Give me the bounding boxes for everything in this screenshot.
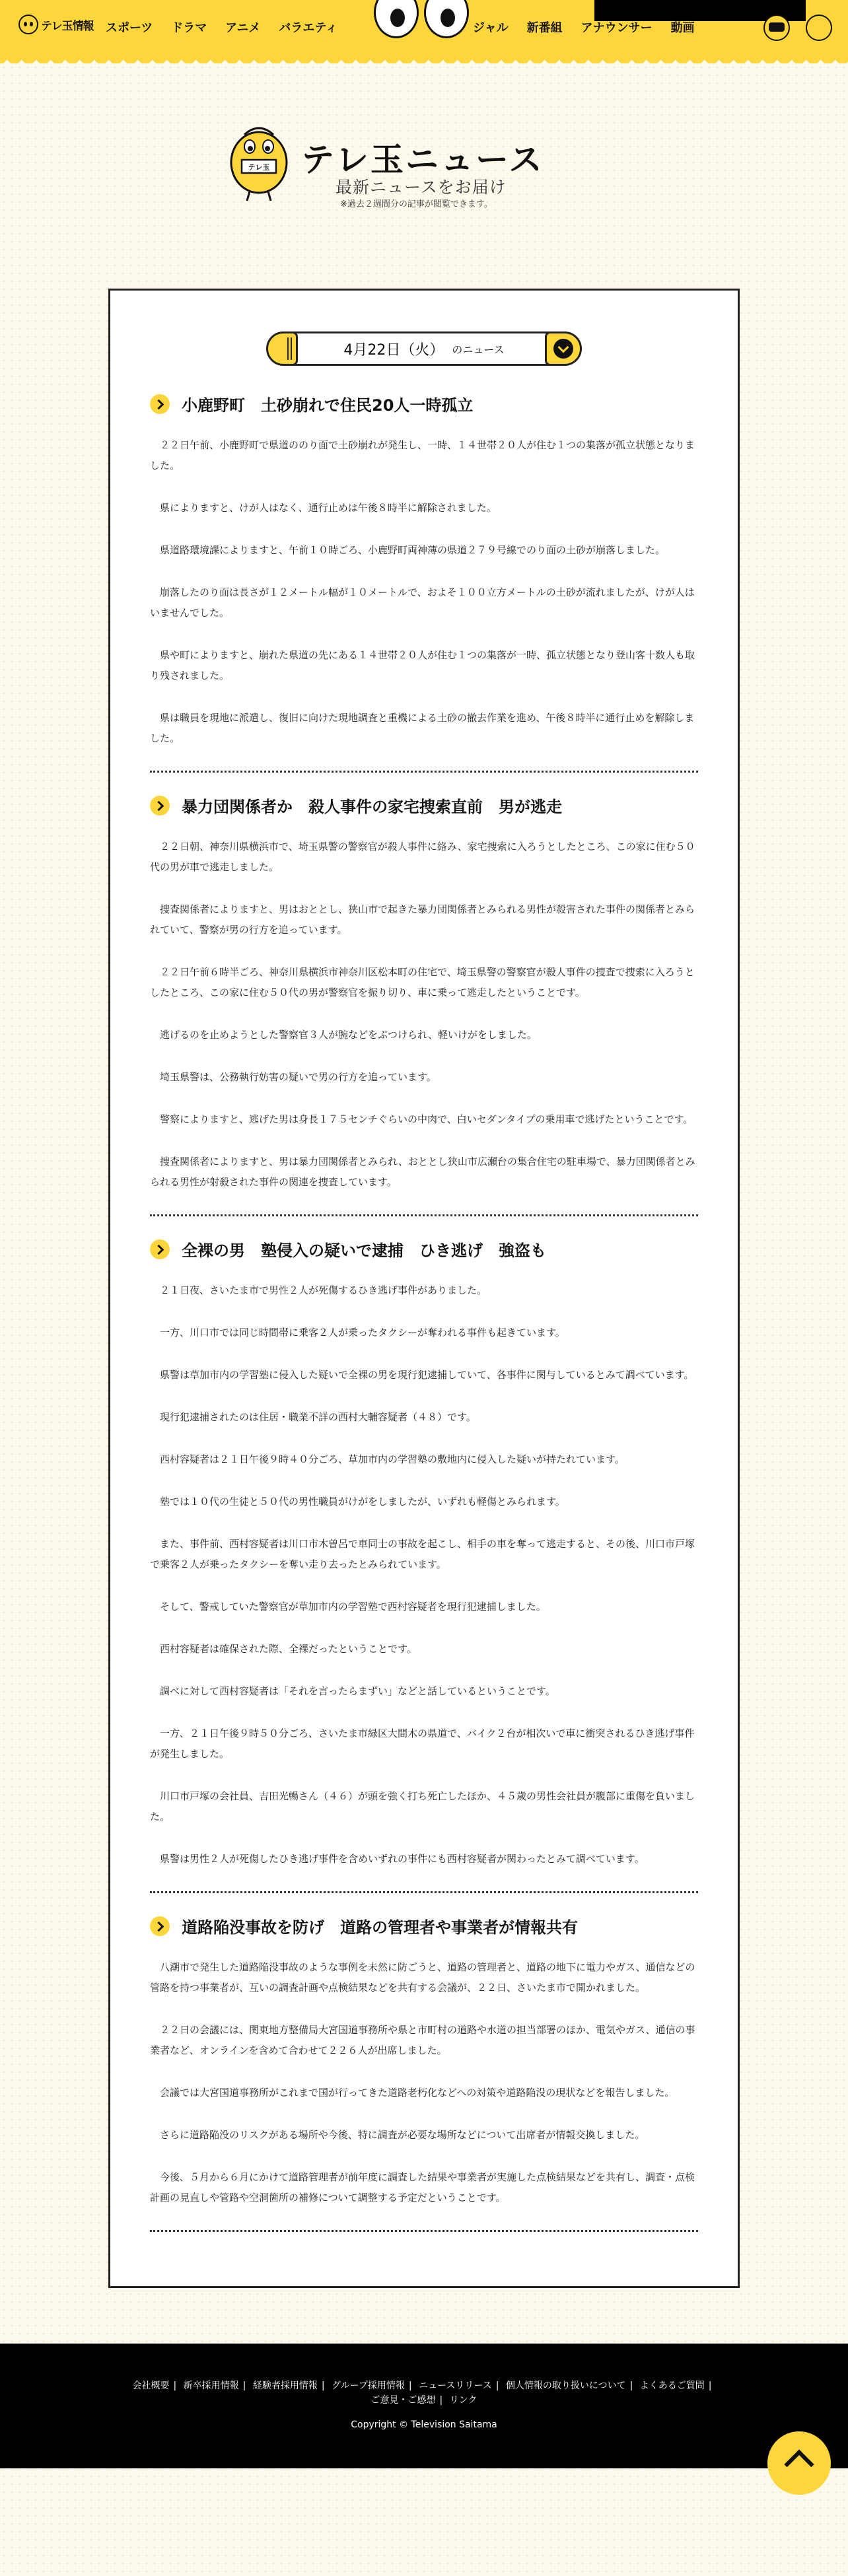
article-paragraph: また、事件前、西村容疑者は川口市木曽呂で車同士の事故を起こし、相手の車を奪って逃走すると、その後、川口市戸塚で乗客２人が乗ったタクシーを奪い走り去ったとみられています。 [150,1538,695,1570]
nav-item-sports[interactable]: スポーツ [106,21,153,35]
nav-item-variety[interactable]: バラエティ [279,21,337,35]
site-logo[interactable] [18,15,94,34]
arrow-bullet-icon [150,1239,170,1259]
footer-link-news-release[interactable]: ニュースリリース [419,2381,492,2391]
nav-item-drama[interactable]: ドラマ [171,21,207,35]
article-paragraph: ２２日朝、神奈川県横浜市で、埼玉県警の警察官が殺人事件に絡み、家宅捜索に入ろうとしたところ、この家に住む５０代の男が車で逃走しました。 [150,841,695,873]
news-container [108,289,740,2288]
article-paragraph: ２２日午前、小鹿野町で県道ののり面で土砂崩れが発生し、一時、１４世帯２０人が住む１つの集落が孤立状態となりました。 [150,439,695,471]
nav-item-anime[interactable]: アニメ [225,21,261,35]
selected-date: 4月22日（火） [343,341,444,359]
chevron-down-icon [553,339,573,359]
article-paragraph: 会議では大宮国道事務所がこれまで国が行ってきた道路老朽化などへの対策や道路陥没の現状などを報告しました。 [150,2087,675,2099]
main-nav-left [96,18,347,36]
footer-links: 会社概要 | 新卒採用情報 | 経験者採用情報 | グループ採用情報 | ニュースリリース | 個人情報の取り扱いについて | よくあるご質問 | ご意見・ご感想 | リンク [132,2381,712,2406]
footer-link-links[interactable]: リンク [449,2395,477,2406]
article-paragraph: 逃げるのを止めようとした警察官３人が腕などをぶつけられ、軽いけがをしました。 [150,1029,537,1041]
article-paragraph: 現行犯逮捕されたのは住居・職業不詳の西村大輔容疑者（４８）です。 [150,1411,476,1423]
date-suffix: のニュース [452,343,505,356]
article-paragraph: さらに道路陥没のリスクがある場所や今後、特に調査が必要な場所などについて出席者が情報交換しました。 [150,2129,645,2141]
pencil-icon [266,331,298,366]
article-paragraph: 県は職員を現地に派遣し、復旧に向けた現地調査と重機による土砂の撤去作業を進め、午後８時半に通行止めを解除しました。 [150,712,695,744]
site-logo-text: テレ玉情報 [41,19,94,33]
nav-item-new-programs[interactable]: 新番組 [526,21,563,35]
footer-link-company[interactable]: 会社概要 [132,2381,170,2391]
article-paragraph: 一方、２１日午後９時５０分ごろ、さいたま市緑区大間木の県道で、バイク２台が相次いで車に衝突されるひき逃げ事件が発生しました。 [150,1727,695,1760]
footer-link-new-grad-recruit[interactable]: 新卒採用情報 [183,2381,239,2391]
footer-link-faq[interactable]: よくあるご質問 [639,2381,705,2391]
article-paragraph: 県警は男性２人が死傷したひき逃げ事件を含めいずれの事件にも西村容疑者が関わったとみて調べています。 [150,1853,645,1865]
article-title: 小鹿野町 土砂崩れで住民20人一時孤立 [182,396,474,415]
nav-item-genre[interactable]: ジャル [473,21,509,35]
article-paragraph: 八潮市で発生した道路陥没事故のような事例を未然に防ごうと、道路の管理者と、道路の地下に電力やガス、通信などの管路を持つ事業者が、互いの調査計画や点検結果などを共有する会議が、２２日、さいたま市で開かれました。 [150,1961,695,1994]
cup-icon[interactable] [806,15,832,41]
article-title: 全裸の男 塾侵入の疑いで逮捕 ひき逃げ 強盗も [182,1241,546,1260]
arrow-bullet-icon [150,1916,170,1936]
article-divider [150,1214,698,1216]
eye-left-icon [374,0,419,38]
eye-right-icon [424,0,469,38]
footer-link-feedback[interactable]: ご意見・ご感想 [371,2395,436,2406]
article-paragraph: そして、警戒していた警察官が草加市内の学習塾で西村容疑者を現行犯逮捕しました。 [150,1601,546,1613]
footer-link-group-recruit[interactable]: グループ採用情報 [332,2381,405,2391]
article-header [150,392,698,415]
article-paragraph: 調べに対して西村容疑者は「それを言ったらまずい」などと話しているということです。 [150,1685,555,1697]
copyright: Copyright © Television Saitama [351,2419,497,2430]
article-paragraph: 埼玉県警は、公務執行妨害の疑いで男の行方を追っています。 [150,1071,437,1083]
article-paragraph: 西村容疑者は２１日午後９時４０分ごろ、草加市内の学習塾の敷地内に侵入した疑いが持たれています。 [150,1453,625,1465]
tv-guide-icon[interactable] [763,15,790,41]
article-paragraph: 川口市戸塚の会社員、吉田光暢さん（４６）が頭を強く打ち死亡したほか、４５歳の男性会社員が腹部に重傷を負いました。 [150,1790,695,1823]
arrow-bullet-icon [150,394,170,414]
article-header [150,1914,698,1937]
footer-link-privacy[interactable]: 個人情報の取り扱いについて [505,2381,626,2391]
article-header [150,1237,698,1261]
article-paragraph: 県道路環境課によりますと、午前１０時ごろ、小鹿野町両神薄の県道２７９号線でのり面の土砂が崩落しました。 [150,544,666,556]
article-divider [150,2230,698,2232]
main-nav-right [464,18,704,36]
page-top-button[interactable] [767,2431,831,2495]
footer-link-career-recruit[interactable]: 経験者採用情報 [252,2381,318,2391]
article-paragraph: ２１日夜、さいたま市で男性２人が死傷するひき逃げ事件がありました。 [150,1284,487,1296]
mascot-eyes-icon [374,0,473,40]
date-dropdown-button[interactable] [545,331,582,366]
article-paragraph: 今後、５月から６月にかけて道路管理者が前年度に調査した結果や事業者が実施した点検結果などを共有し、調査・点検計画の見直しや管路や空洞箇所の補修について調整する予定だということです。 [150,2171,695,2204]
site-footer [0,2344,848,2468]
article-paragraph: ２２日の会議には、関東地方整備局大宮国道事務所や県と市町村の道路や水道の担当部署のほか、電気やガス、通信の事業者など、オンラインを含めて合わせて２２６人が出席しました。 [150,2024,695,2056]
article-paragraph: 県によりますと、けが人はなく、通行止めは午後８時半に解除されました。 [150,502,497,514]
article-paragraph: 一方、川口市では同じ時間帯に乗客２人が乗ったタクシーが奪われる事件も起きています。 [150,1327,565,1339]
news-title-area [0,57,848,209]
article-paragraph: 県や町によりますと、崩れた県道の先にある１４世帯２０人が住む１つの集落が一時、孤立状態となり登山客十数人も取り残されました。 [150,649,695,681]
news-article [110,1914,738,2232]
article-paragraph: 県警は草加市内の学習塾に侵入した疑いで全裸の男を現行犯逮捕していて、各事件に関与しているとみて調べています。 [150,1369,694,1381]
arrow-bullet-icon [150,796,170,816]
article-paragraph: 警察によりますと、逃げた男は身長１７５センチぐらいの中肉で、白いセダンタイプの乗用車で逃げたということです。 [150,1113,693,1125]
article-paragraph: 塾では１０代の生徒と５０代の男性職員がけがをしましたが、いずれも軽傷とみられます。 [150,1496,565,1508]
article-title: 暴力団関係者か 殺人事件の家宅捜索直前 男が逃走 [182,798,562,816]
article-divider [150,1891,698,1893]
news-article [110,392,738,773]
article-paragraph: 捜査関係者によりますと、男はおととし、狭山市で起きた暴力団関係者とみられる男性が殺害された事件の関係者とみられていて、警察が男の行方を追っています。 [150,903,695,936]
nav-item-videos[interactable]: 動画 [670,21,695,35]
article-title: 道路陥没事故を防げ 道路の管理者や事業者が情報共有 [182,1918,578,1937]
mascot-illustration-icon [225,120,293,202]
header-icons [763,15,832,41]
article-divider [150,771,698,773]
nav-item-announcers[interactable]: アナウンサー [581,21,653,35]
article-header [150,794,698,817]
article-paragraph: 崩落したのり面は長さが１２メートル幅が１０メートルで、およそ１００立方メートルの土砂が流れましたが、けが人はいませんでした。 [150,586,695,619]
archive-note: ※過去２週間分の記事が閲覧できます。 [340,199,493,209]
news-article [110,794,738,1216]
page-title: テレ玉ニュース [301,141,544,179]
page-subtitle: 最新ニュースをお届け [336,178,507,197]
article-paragraph: 捜査関係者によりますと、男は暴力団関係者とみられ、おととし狭山市広瀬台の集合住宅の駐車場で、暴力団関係者とみられる男性が射殺された事件の関連を捜査しています。 [150,1156,695,1188]
article-paragraph: ２２日午前６時半ごろ、神奈川県横浜市神奈川区松本町の住宅で、埼玉県警の警察官が殺人事件の捜査で捜索に入ろうとしたところ、この家に住む５０代の男が警察官を振り切り、車に乗って逃走したということです。 [150,966,695,998]
article-paragraph: 西村容疑者は確保された際、全裸だったということです。 [150,1643,417,1655]
date-selector[interactable] [267,331,581,366]
mascot-face-icon [18,15,38,34]
site-header [0,0,848,57]
news-article [110,1237,738,1893]
mascot-sign-text: テレ玉 [248,163,270,172]
